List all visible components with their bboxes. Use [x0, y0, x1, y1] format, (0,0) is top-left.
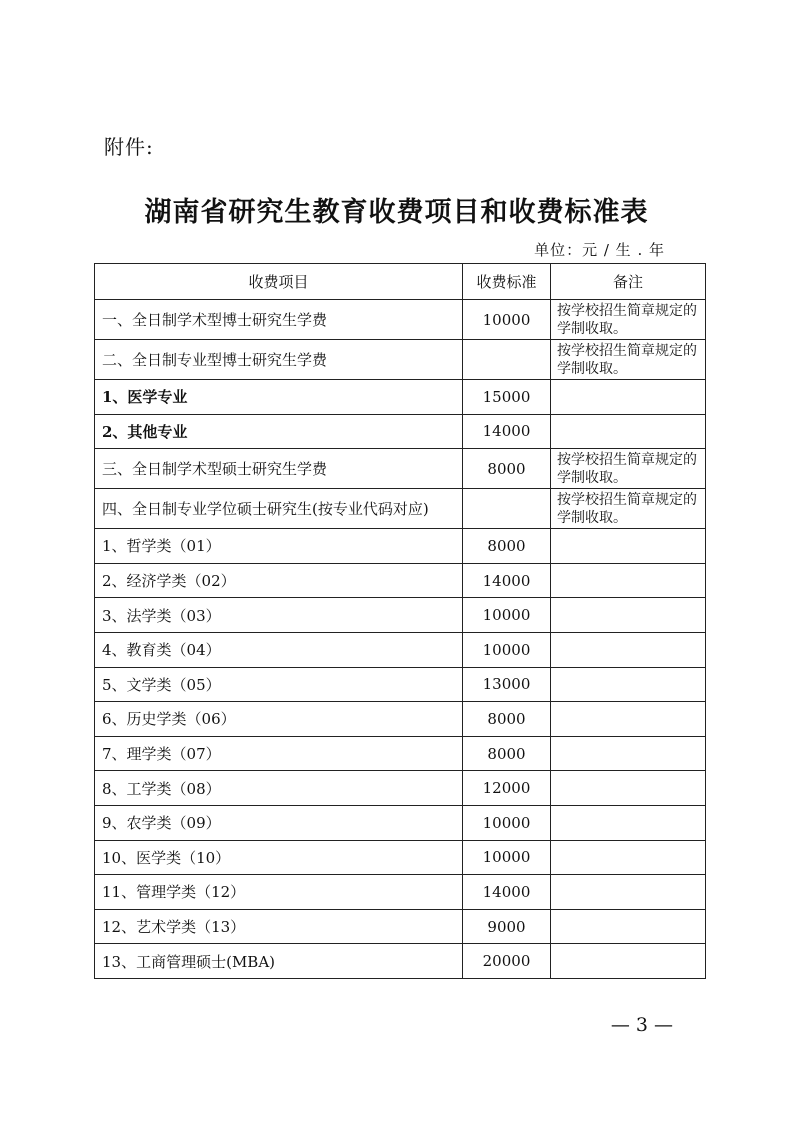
- fee-note-cell: [551, 909, 706, 944]
- table-row: [95, 944, 706, 979]
- table-row: [95, 875, 706, 910]
- fee-amount-cell: 8000: [463, 529, 551, 564]
- table-body: [95, 300, 706, 979]
- fee-amount-cell: 8000: [463, 702, 551, 737]
- fee-amount-cell: [463, 489, 551, 529]
- fee-note-cell: [551, 702, 706, 737]
- fee-note-cell: [551, 805, 706, 840]
- fee-item-cell: 7、理学类（07）: [95, 736, 463, 771]
- page-title: 湖南省研究生教育收费项目和收费标准表: [144, 197, 649, 228]
- table-row: [95, 667, 706, 702]
- table-row: [95, 632, 706, 667]
- page-number: — 3 —: [610, 1014, 673, 1036]
- fee-item-cell: 12、艺术学类（13）: [95, 909, 463, 944]
- fee-amount-cell: 12000: [463, 771, 551, 806]
- table-row: [95, 414, 706, 449]
- table-row: [95, 909, 706, 944]
- fee-note-cell: [551, 840, 706, 875]
- table-row: [95, 529, 706, 564]
- unit-note: 单位：元 / 生 . 年: [534, 241, 665, 259]
- table-row: [95, 489, 706, 529]
- fee-note-cell: [551, 529, 706, 564]
- fee-item-cell: 10、医学类（10）: [95, 840, 463, 875]
- fee-amount-cell: 20000: [463, 944, 551, 979]
- fee-note-cell: [551, 563, 706, 598]
- attachment-label: 附件:: [104, 135, 154, 159]
- fee-item-cell: 3、法学类（03）: [95, 598, 463, 633]
- fee-item-cell: 6、历史学类（06）: [95, 702, 463, 737]
- table-header-row: [95, 264, 706, 300]
- fee-item-cell: 1、哲学类（01）: [95, 529, 463, 564]
- fee-note-cell: [551, 414, 706, 449]
- fee-item-cell: 2、经济学类（02）: [95, 563, 463, 598]
- table-row: [95, 380, 706, 415]
- fee-item-cell: 5、文学类（05）: [95, 667, 463, 702]
- table-row: [95, 805, 706, 840]
- fee-note-cell: [551, 736, 706, 771]
- table-row: [95, 563, 706, 598]
- fee-note-cell: 按学校招生简章规定的学制收取。: [551, 489, 706, 529]
- table-row: [95, 771, 706, 806]
- fee-note-cell: [551, 380, 706, 415]
- fee-note-cell: 按学校招生简章规定的学制收取。: [551, 300, 706, 340]
- fee-amount-cell: 14000: [463, 414, 551, 449]
- fee-item-cell: 三、全日制学术型硕士研究生学费: [95, 449, 463, 489]
- fee-item-cell: 13、工商管理硕士(MBA): [95, 944, 463, 979]
- fee-amount-cell: 8000: [463, 736, 551, 771]
- fee-item-cell: 2、其他专业: [95, 414, 463, 449]
- fee-amount-cell: 10000: [463, 632, 551, 667]
- column-header-item: 收费项目: [95, 264, 463, 300]
- fee-amount-cell: 15000: [463, 380, 551, 415]
- fee-item-cell: 9、农学类（09）: [95, 805, 463, 840]
- fee-amount-cell: [463, 340, 551, 380]
- fee-amount-cell: 10000: [463, 300, 551, 340]
- table-row: [95, 840, 706, 875]
- fee-table: [94, 263, 706, 979]
- table-row: [95, 300, 706, 340]
- fee-amount-cell: 10000: [463, 598, 551, 633]
- table-row: [95, 702, 706, 737]
- fee-item-cell: 8、工学类（08）: [95, 771, 463, 806]
- table-row: [95, 449, 706, 489]
- fee-note-cell: [551, 771, 706, 806]
- fee-note-cell: 按学校招生简章规定的学制收取。: [551, 340, 706, 380]
- fee-amount-cell: 14000: [463, 563, 551, 598]
- fee-amount-cell: 8000: [463, 449, 551, 489]
- table-row: [95, 340, 706, 380]
- column-header-fee: 收费标准: [463, 264, 551, 300]
- fee-note-cell: [551, 875, 706, 910]
- fee-item-cell: 4、教育类（04）: [95, 632, 463, 667]
- fee-amount-cell: 13000: [463, 667, 551, 702]
- fee-amount-cell: 9000: [463, 909, 551, 944]
- fee-note-cell: 按学校招生简章规定的学制收取。: [551, 449, 706, 489]
- fee-item-cell: 四、全日制专业学位硕士研究生(按专业代码对应): [95, 489, 463, 529]
- table-row: [95, 736, 706, 771]
- fee-note-cell: [551, 632, 706, 667]
- table-row: [95, 598, 706, 633]
- fee-item-cell: 二、全日制专业型博士研究生学费: [95, 340, 463, 380]
- fee-amount-cell: 10000: [463, 805, 551, 840]
- fee-note-cell: [551, 944, 706, 979]
- fee-note-cell: [551, 598, 706, 633]
- column-header-note: 备注: [551, 264, 706, 300]
- fee-amount-cell: 10000: [463, 840, 551, 875]
- fee-item-cell: 11、管理学类（12）: [95, 875, 463, 910]
- fee-item-cell: 1、医学专业: [95, 380, 463, 415]
- fee-item-cell: 一、全日制学术型博士研究生学费: [95, 300, 463, 340]
- fee-note-cell: [551, 667, 706, 702]
- fee-amount-cell: 14000: [463, 875, 551, 910]
